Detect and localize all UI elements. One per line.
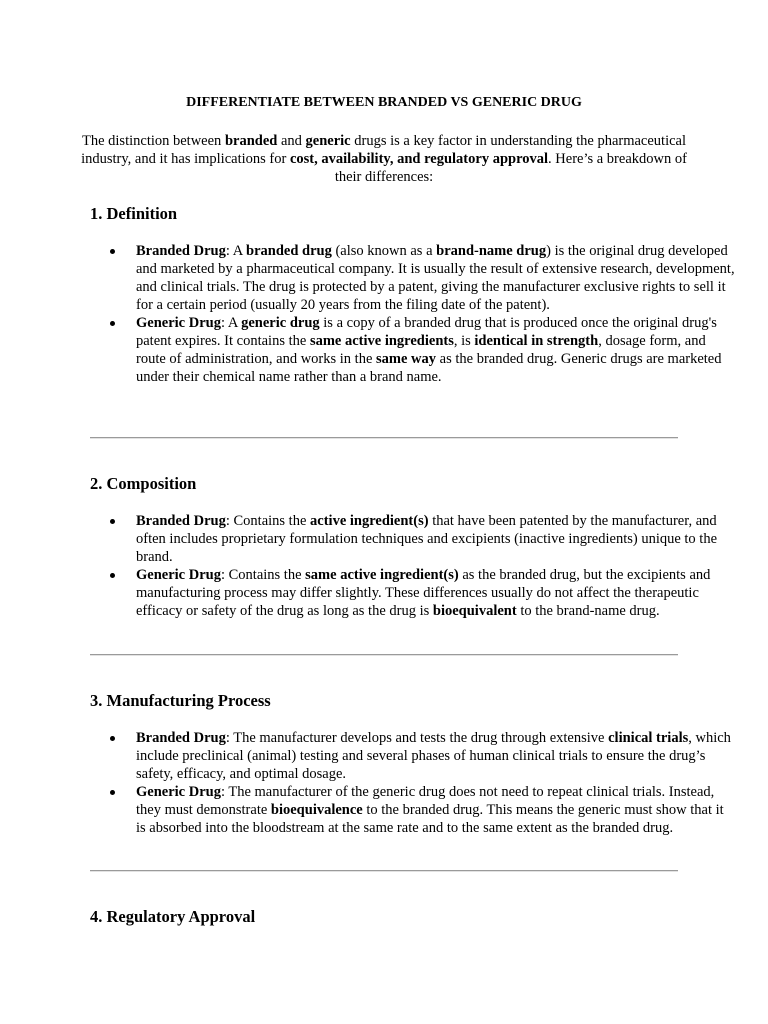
item-text: : Contains the (225, 513, 311, 529)
composition-list (90, 512, 736, 620)
item-text: to the branded drug. This means the generic must show that it is absorbed into the bloodstream at the same rate and to the same extent as the branded drug. (136, 802, 724, 836)
item-text: as the branded drug, but the excipients and manufacturing process may differ slightly. These differences usually do not affect the therapeutic efficacy or safety of the drug as long as the drug is (136, 567, 711, 619)
item-text: : A (225, 243, 246, 259)
item-bold: identical in strength (474, 333, 599, 349)
item-text: as the branded drug. Generic drugs are marketed under their chemical name rather than a brand name. (136, 351, 722, 385)
intro-bold: generic (305, 133, 351, 149)
list-item (136, 242, 736, 314)
section-heading-manufacturing: 3. Manufacturing Process (90, 691, 271, 710)
item-text: : Contains the (220, 567, 306, 583)
item-text: , which include preclinical (animal) testing and several phases of human clinical trials to ensure the drug’s safety, efficacy, and optimal dosage. (136, 730, 731, 782)
item-bold: brand-name drug (436, 243, 547, 259)
intro-text: drugs is a key factor in understanding the pharmaceutical industry, and it has implications for (81, 133, 687, 167)
document-title: DIFFERENTIATE BETWEEN BRANDED VS GENERIC DRUG (186, 95, 582, 110)
item-label: Generic Drug (136, 315, 221, 331)
item-bold: clinical trials (608, 730, 689, 746)
item-text: (also known as a (331, 243, 437, 259)
list-item (136, 512, 736, 566)
section-heading-regulatory: 4. Regulatory Approval (90, 907, 256, 926)
list-item (136, 729, 736, 783)
item-text: that have been patented by the manufacturer, and often includes proprietary formulation techniques and excipients (inactive ingredients) unique to the brand. (136, 513, 718, 565)
item-text: is a copy of a branded drug that is produced once the original drug's patent expires. It contains the (136, 315, 717, 349)
item-bold: same active ingredients (309, 333, 454, 349)
intro-bold: cost, availability, and regulatory approval (289, 151, 549, 167)
item-label: Generic Drug (136, 567, 221, 583)
item-bold: same active ingredient(s) (305, 567, 459, 583)
manufacturing-list (90, 729, 736, 837)
item-label: Branded Drug (136, 243, 226, 259)
item-text: , dosage form, and route of administration, and works in the (136, 333, 706, 367)
item-bold: bioequivalence (270, 802, 363, 818)
item-text: , is (453, 333, 475, 349)
item-bold: bioequivalent (432, 603, 517, 619)
horizontal-rule (90, 870, 678, 872)
list-item (136, 566, 736, 620)
item-text: ) is the original drug developed and marketed by a pharmaceutical company. It is usually the result of extensive research, development, and clinical trials. The drug is protected by a patent, giving the manufacturer exclusive rights to sell it for a certain period (usually 20 years from the filing date of the patent). (136, 243, 735, 313)
item-label: Generic Drug (136, 784, 221, 800)
horizontal-rule (90, 437, 678, 439)
item-bold: branded drug (246, 243, 332, 259)
item-label: Branded Drug (136, 730, 226, 746)
horizontal-rule (90, 654, 678, 656)
section-heading-definition: 1. Definition (90, 204, 178, 223)
intro-text: The distinction between (81, 133, 225, 149)
item-bold: generic drug (241, 315, 320, 331)
section-heading-composition: 2. Composition (90, 474, 197, 493)
item-text: : A (220, 315, 242, 331)
item-text: : The manufacturer develops and tests the drug through extensive (225, 730, 609, 746)
item-label: Branded Drug (136, 513, 226, 529)
item-text: to the brand-name drug. (516, 603, 660, 619)
item-bold: active ingredient(s) (310, 513, 429, 529)
intro-text: and (277, 133, 306, 149)
item-text: : The manufacturer of the generic drug does not need to repeat clinical trials. Instead, they must demonstrate (136, 784, 715, 818)
intro-paragraph (80, 132, 688, 186)
list-item (136, 314, 736, 386)
intro-bold: branded (224, 133, 278, 149)
list-item (136, 783, 736, 837)
intro-text: . Here’s a breakdown of their differences: (334, 151, 687, 185)
definition-list (90, 242, 736, 386)
item-bold: same way (376, 351, 437, 367)
